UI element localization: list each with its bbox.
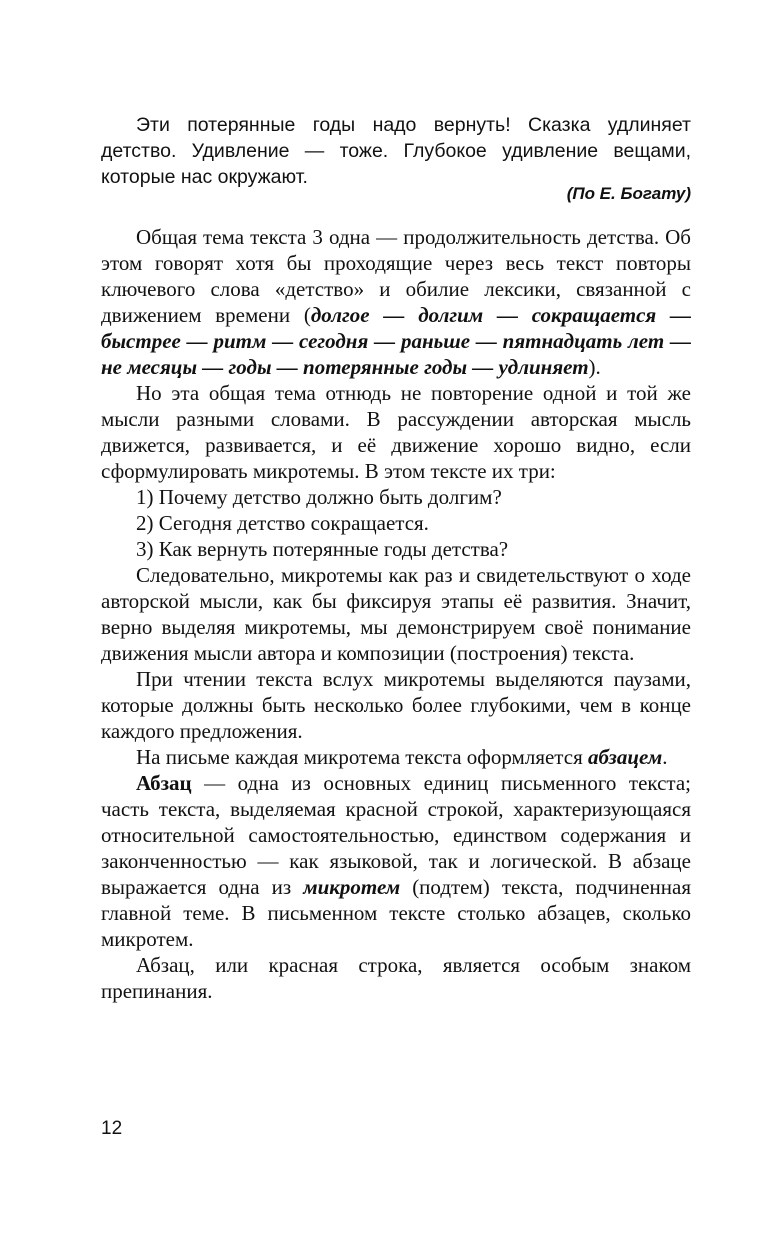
p5-italic-term: абзацем <box>587 745 663 769</box>
list-item-3: 3) Как вернуть потерянные годы детства? <box>136 537 509 561</box>
p1-text-b: ). <box>588 355 601 379</box>
quote-source: (По Е. Богату) <box>566 184 691 203</box>
p1-italic-words: долгое — долгим — сокращается — быстрее — ритм — сегодня — раньше — пятнадцать лет — не месяцы — годы — потерянные годы — удлиняет <box>101 303 692 379</box>
paragraph-4: При чтении текста вслух микротемы выделяются паузами, которые должны быть несколько более глубокими, чем в конце каждого предложения. <box>101 667 691 743</box>
paragraph-3: Следовательно, микротемы как раз и свидетельствуют о ходе авторской мысли, как бы фиксируя этапы её развития. Значит, верно выделяя микротемы, мы демонстрируем своё понимание движения мысли автора и композиции (построения) текста. <box>101 563 691 665</box>
page-number: 12 <box>101 1118 123 1139</box>
list-item-1: 1) Почему детство должно быть долгим? <box>136 485 502 509</box>
p5-text-b: . <box>662 745 668 769</box>
analysis-text <box>101 224 691 1004</box>
p1-text-a: Общая тема текста 3 одна — продолжительность детства. Об этом говорят хотя бы проходящие через весь текст повторы ключевого слова «детство» и обилие лексики, связанной с движением времени ( <box>101 225 691 327</box>
epigraph-quote <box>101 112 691 190</box>
p6-text-b: (подтем) текста, подчиненная главной теме. В письменном тексте столько абзацев, сколько микротем. <box>101 875 691 951</box>
quote-text: Эти потерянные годы надо вернуть! Сказка удлиняет детство. Удивление — тоже. Глубокое удивление вещами, которые нас окружают. <box>101 114 691 188</box>
paragraph-7: Абзац, или красная строка, является особым знаком препинания. <box>101 953 691 1003</box>
p6-bold-term: Абзац <box>136 771 192 795</box>
p6-text-a: — одна из основных единиц письменного текста; часть текста, выделяемая красной строкой, характеризующаяся относительной самостоятельностью, единством содержания и законченностью — как языковой, так и логической. В абзаце выражается одна из <box>101 771 691 899</box>
list-item-2: 2) Сегодня детство сокращается. <box>136 511 429 535</box>
paragraph-2: Но эта общая тема отнюдь не повторение одной и той же мысли разными словами. В рассуждении авторская мысль движется, развивается, и её движение хорошо видно, если сформулировать микротемы. В этом тексте их три: <box>101 381 691 483</box>
p6-italic-term: микротем <box>303 875 401 899</box>
paragraph-5 <box>101 744 691 770</box>
paragraph-1 <box>101 224 691 380</box>
p5-text-a: На письме каждая микротема текста оформляется <box>136 745 588 769</box>
paragraph-6 <box>101 770 691 952</box>
